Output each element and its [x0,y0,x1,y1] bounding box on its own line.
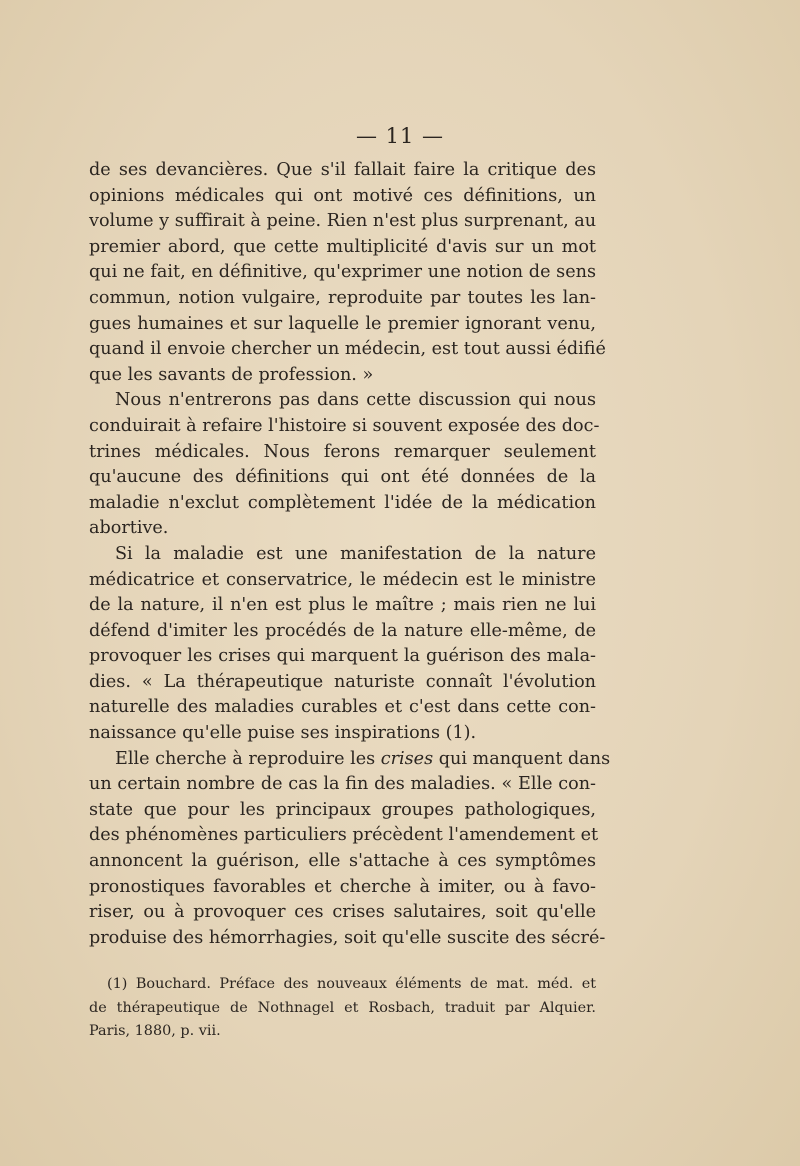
body-line: de la nature, il n'en est plus le maître ; mais rien ne lui [89,595,596,616]
body-line: de ses devancières. Que s'il fallait faire la critique des [89,160,596,180]
body-line: qu'aucune des définitions qui ont été données de la [89,467,596,488]
body-line: dies. « La thérapeutique naturiste connaît l'évolution [89,671,596,692]
body-line-text: Elle cherche à reproduire les [115,748,381,769]
body-line-text-after: qui manquent dans [433,748,611,769]
body-line: que les savants de profession. » [89,364,374,385]
body-line: trines médicales. Nous ferons remarquer seulement [89,441,596,462]
body-text [89,158,611,951]
body-line: Nous n'entrerons pas dans cette discussion qui nous [115,390,596,411]
body-line: premier abord, que cette multiplicité d'avis sur un mot [89,236,596,257]
page-number: — 11 — [355,124,445,148]
body-line: commun, notion vulgaire, reproduite par toutes les lan- [89,287,596,308]
body-line: riser, ou à provoquer ces crises salutaires, soit qu'elle [89,902,596,923]
body-line-italic: crises [380,748,434,769]
footnote-line: de thérapeutique de Nothnagel et Rosbach, traduit par Alquier. [89,999,596,1016]
body-line: produise des hémorrhagies, soit qu'elle suscite des sécré- [89,927,606,948]
body-line: naissance qu'elle puise ses inspirations (1). [89,723,477,744]
body-line: défend d'imiter les procédés de la nature elle-même, de [89,620,596,641]
body-line: pronostiques favorables et cherche à imiter, ou à favo- [89,876,596,897]
body-line: state que pour les principaux groupes pathologiques, [89,799,596,820]
body-line: médicatrice et conservatrice, le médecin est le ministre [89,569,596,590]
body-line: un certain nombre de cas la fin des maladies. « Elle con- [89,774,596,795]
body-line: provoquer les crises qui marquent la guérison des mala- [89,646,596,667]
body-line: annoncent la guérison, elle s'attache à ces symptômes [89,851,596,872]
footnote [89,973,596,1044]
footnote-line: (1) Bouchard. Préface des nouveaux éléments de mat. méd. et [107,976,596,992]
body-line: Si la maladie est une manifestation de la nature [115,543,596,564]
body-line: conduirait à refaire l'histoire si souvent exposée des doc- [89,415,600,436]
body-line [89,747,611,773]
body-line: quand il envoie chercher un médecin, est tout aussi édifié [89,339,606,360]
body-line: abortive. [89,518,169,539]
body-line: gues humaines et sur laquelle le premier ignorant venu, [89,313,596,334]
body-line: naturelle des maladies curables et c'est dans cette con- [89,697,596,718]
body-line: volume y suffirait à peine. Rien n'est plus surprenant, au [89,211,597,232]
body-line: des phénomènes particuliers précèdent l'amendement et [89,825,599,846]
body-line: opinions médicales qui ont motivé ces définitions, un [89,185,596,206]
body-line: maladie n'exclut complètement l'idée de la médication [89,492,596,513]
footnote-line: Paris, 1880, p. vii. [89,1023,221,1040]
body-line: qui ne fait, en définitive, qu'exprimer une notion de sens [89,262,596,283]
